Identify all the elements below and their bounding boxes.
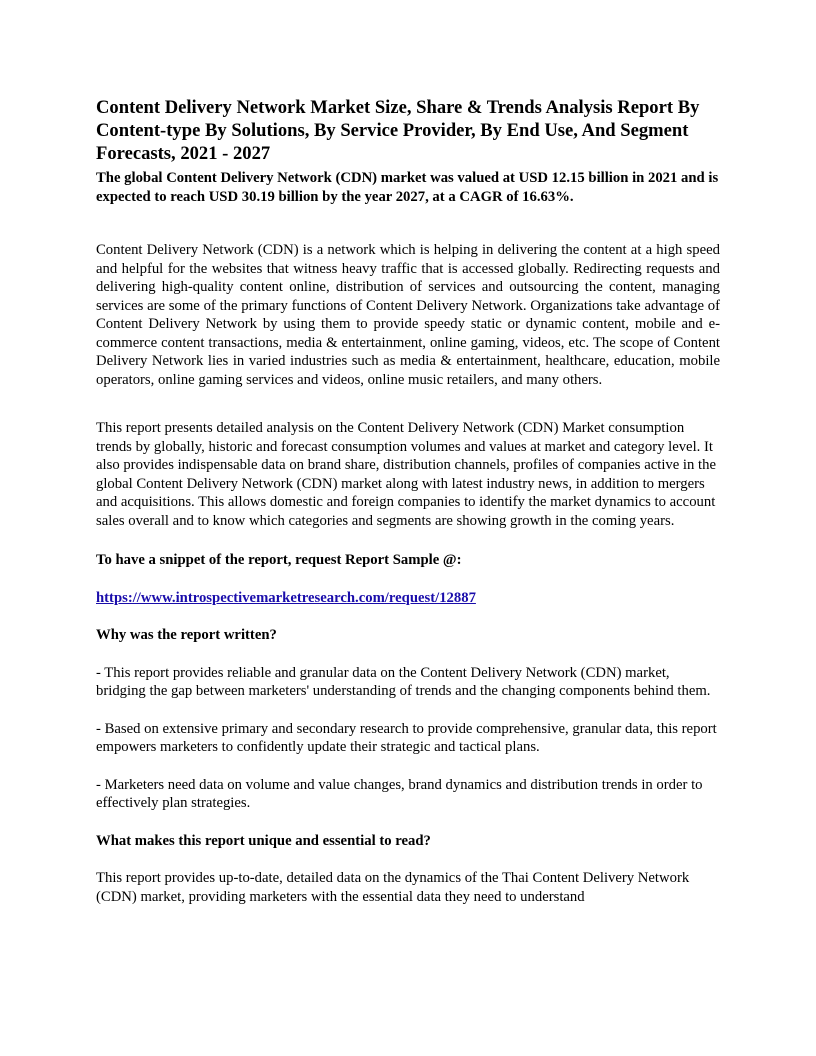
sample-heading: To have a snippet of the report, request Report Sample @:: [96, 552, 462, 568]
why-point: - Marketers need data on volume and value changes, brand dynamics and distribution trends in order to effectively plan strategies.: [96, 776, 703, 811]
document-page: [96, 96, 720, 906]
sample-request-link[interactable]: https://www.introspectivemarketresearch.com/request/12887: [96, 589, 476, 606]
market-summary: The global Content Delivery Network (CDN) market was valued at USD 12.15 billion in 2021 and is expected to reach USD 30.19 billion by the year 2027, at a CAGR of 16.63%.: [96, 170, 719, 205]
intro-paragraph: Content Delivery Network (CDN) is a network which is helping in delivering the content at a high speed and helpful for the websites that witness heavy traffic that is accessed globally. Redirecting requests and delivering high-quality content online, distribution of services and outsourcing the content, managing services are some of the primary functions of Content Delivery Network. Organizations take advantage of Content Delivery Network by using them to provide speedy static or dynamic content, mobile and e-commerce content transactions, media & entertainment, online gaming, videos, etc. The scope of Content Delivery Network lies in varied industries such as media & entertainment, healthcare, education, mobile operators, online gaming services and videos, online music retailers, and many others.: [96, 242, 720, 388]
unique-heading: What makes this report unique and essential to read?: [96, 832, 431, 849]
why-heading: Why was the report written?: [96, 627, 277, 643]
why-point: - Based on extensive primary and secondary research to provide comprehensive, granular data, this report empowers marketers to confidently update their strategic and tactical plans.: [96, 720, 717, 755]
sample-link-line: [96, 589, 720, 608]
why-point: - This report provides reliable and granular data on the Content Delivery Network (CDN) market, bridging the gap between marketers' understanding of trends and the changing components behind them.: [96, 664, 711, 699]
analysis-paragraph: This report presents detailed analysis on the Content Delivery Network (CDN) Market consumption trends by globally, historic and forecast consumption volumes and values at market and category level. It also provides indispensable data on brand share, distribution channels, profiles of companies active in the global Content Delivery Network (CDN) market along with latest industry news, in addition to mergers and acquisitions. This allows domestic and foreign companies to identify the market dynamics to account sales overall and to know which categories and segments are showing growth in the coming years.: [96, 420, 716, 529]
unique-paragraph: This report provides up-to-date, detailed data on the dynamics of the Thai Content Delivery Network (CDN) market, providing marketers with the essential data they need to understand: [96, 870, 690, 905]
report-title: Content Delivery Network Market Size, Share & Trends Analysis Report By Content-type By Solutions, By Service Provider, By End Use, And Segment Forecasts, 2021 - 2027: [96, 97, 700, 164]
